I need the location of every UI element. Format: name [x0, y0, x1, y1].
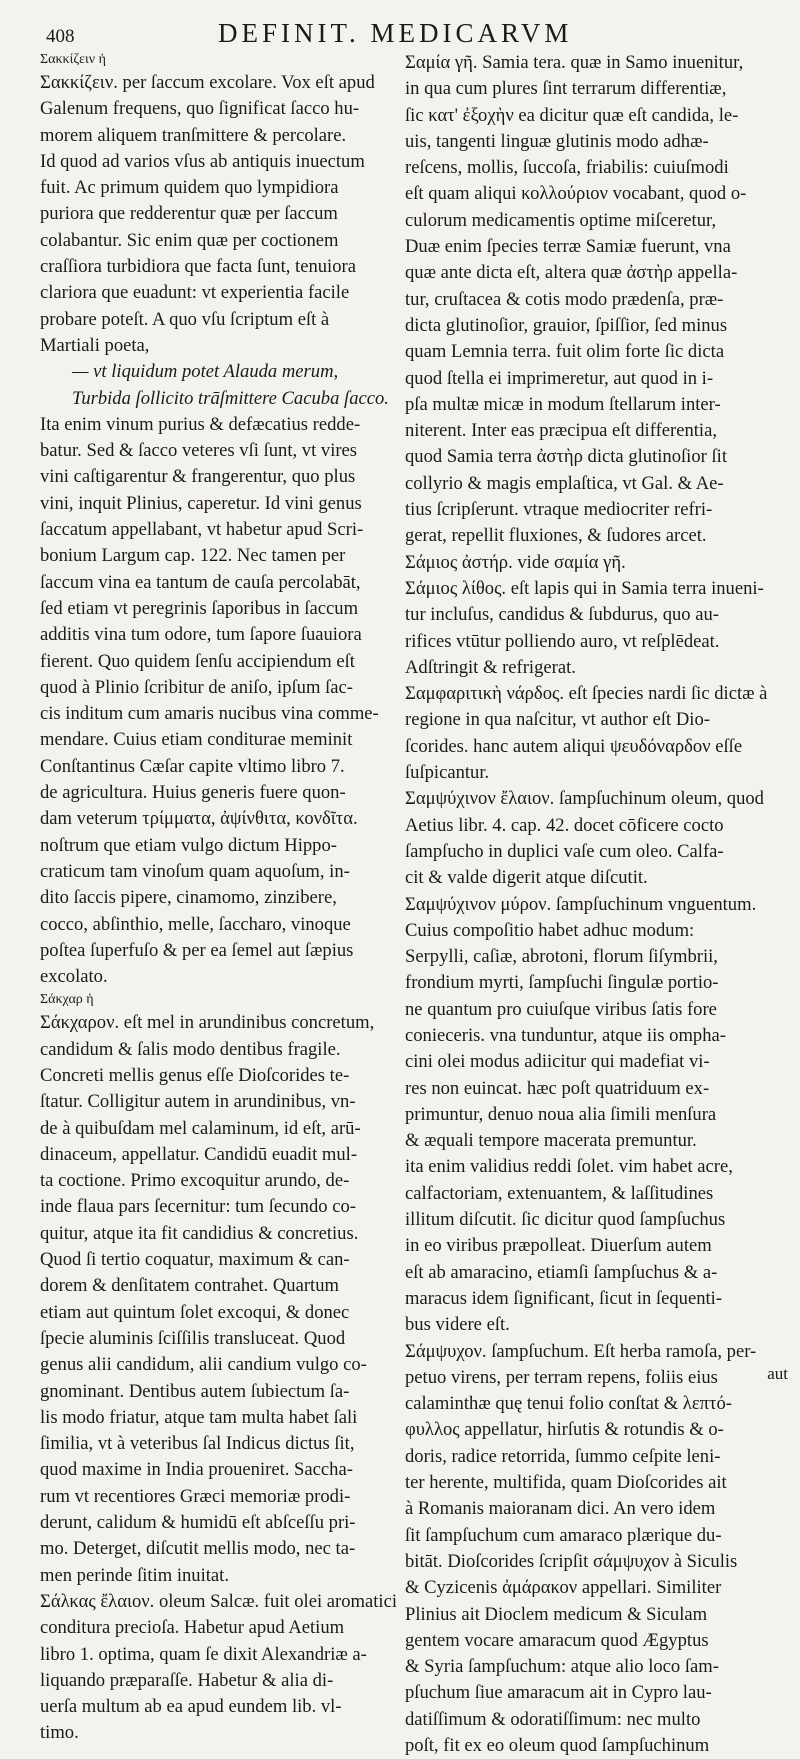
text-line: dorem & denſitatem contrahet. Quartum [40, 1275, 339, 1297]
text-line: bonium Largum cap. 122. Nec tamen per [40, 545, 346, 567]
text-line: excolato. [40, 966, 108, 988]
text-line: Conſtantinus Cæſar capite vltimo libro 7. [40, 755, 345, 777]
text-line: candidum & ſalis modo dentibus fragile. [40, 1038, 341, 1060]
text-line: men perinde ſitim inuitat. [40, 1564, 229, 1586]
text-line: Σάλκας ἔλαιον. oleum Salcæ. fuit olei aromatici [40, 1590, 397, 1612]
text-line: quod maxime in India proueniret. Saccha- [40, 1459, 353, 1481]
text-line: rum vt recentiores Græci memoriæ prodi- [40, 1485, 351, 1507]
text-line: ſaccum vina ea tantum de cauſa percolabāt, [40, 571, 361, 593]
text-line: eſt quam aliqui κολλούριον vocabant, quod o- [405, 183, 747, 205]
text-line: Aetius libr. 4. cap. 42. docet cōficere cocto [405, 814, 724, 836]
text-line: regione in qua naſcitur, vt author eſt Dio- [405, 709, 710, 731]
text-line: pſa multæ micæ in modum ſtellarum inter- [405, 393, 721, 415]
text-line: derunt, calidum & humidū eſt abſceſſu pri- [40, 1512, 356, 1534]
text-line: genus alii candidum, alii candium vulgo co- [40, 1354, 367, 1376]
text-line: tius ſcripſerunt. vtraque mediocriter refri- [405, 499, 713, 521]
text-line: dinaceum, appellatur. Candidū euadit mul- [40, 1143, 358, 1165]
text-line: inde flaua pars ſecernitur: tum ſecundo co- [40, 1196, 356, 1218]
text-line: Concreti mellis genus eſſe Dioſcorides te- [40, 1064, 350, 1086]
text-line: Σαμία γῆ. Samia tera. quæ in Samo inuenitur, [405, 52, 744, 73]
text-line: pſuchum ſiue amaracum ait in Cypro lau- [405, 1682, 712, 1704]
text-line: morem aliquem tranſmittere & percolare. [40, 124, 347, 146]
text-line: niterent. Inter eas præcipua eſt differentia, [405, 420, 717, 442]
text-line: mendare. Cuius etiam conditurae meminit [40, 729, 353, 751]
text-line: bus videre eſt. [405, 1314, 510, 1336]
text-line: conieceris. vna tunduntur, atque iis ompha- [405, 1024, 726, 1046]
text-line: ſimilia, vt à veteribus ſal Indicus dictus ſit, [40, 1433, 355, 1455]
text-line: additis vina tum odore, tum ſapore ſuauiora [40, 624, 362, 646]
text-line: Σάμιος ἀστήρ. vide σαμία γῆ. [405, 551, 626, 573]
text-line: cit & valde digerit atque diſcutit. [405, 867, 648, 889]
text-line: Σακκίζειν. per ſaccum excolare. Vox eſt apud [40, 72, 375, 93]
text-line: ſpecie aluminis ſciſſilis transluceat. Quod [40, 1327, 346, 1349]
text-line: calaminthæ quę tenui folio conſtat & λεπτό- [405, 1393, 732, 1415]
text-line: de agricultura. Huius generis fuere quon- [40, 782, 346, 804]
text-line: & Syria ſampſuchum: atque alio loco ſam- [405, 1656, 719, 1678]
text-line: Id quod ad varios vſus ab antiquis inuectum [40, 150, 365, 172]
text-line: reſcens, mollis, ſuccoſa, friabilis: cuiuſmodi [405, 157, 729, 179]
text-line: conditura precioſa. Habetur apud Aetium [40, 1617, 345, 1639]
text-line: puriora que redderentur quæ per ſaccum [40, 203, 338, 225]
text-line: ſit ſampſuchum cum amaraco plærique du- [405, 1524, 722, 1546]
text-line: Σαμψύχινον μύρον. ſampſuchinum vnguentum. [405, 893, 757, 915]
text-line: Σάκχαρον. eſt mel in arundinibus concretum, [40, 1012, 375, 1034]
text-line: craſſiora turbidiora que facta ſunt, tenuiora [40, 256, 356, 278]
text-line: Σάμιος λίθος. eſt lapis qui in Samia terra inueni- [405, 577, 764, 599]
text-line: res non euincat. hæc poſt quatriduum ex- [405, 1077, 710, 1099]
running-title: DEFINIT. MEDICARVM [218, 18, 573, 48]
text-line: ſed etiam vt peregrinis ſaporibus in ſaccum [40, 597, 359, 619]
text-line: ſcorides. hanc autem aliqui ψευδόναρδον eſſe [405, 735, 743, 757]
text-line: lis modo friatur, atque tam multa habet ſali [40, 1406, 358, 1428]
text-line: libro 1. optima, quam ſe dixit Alexandriæ a- [40, 1643, 367, 1665]
running-head [38, 18, 760, 54]
text-line: & Cyzicenis ἀμάρακον appellari. Similiter [405, 1577, 722, 1599]
text-line: φυλλος appellatur, hirſutis & rotundis & o- [405, 1419, 724, 1441]
right-column [405, 50, 771, 1759]
text-line: uerſa multum ab ea apud eundem lib. vl- [40, 1696, 342, 1718]
text-line: gnominant. Dentibus autem ſubiectum ſa- [40, 1380, 350, 1402]
text-line: cis inditum cum amaris nucibus vina comme- [40, 703, 379, 725]
text-line: poſt, fit ex eo oleum quod ſampſuchinum [405, 1735, 710, 1756]
text-line: maracus idem ſignificant, ſicut in ſequenti- [405, 1287, 723, 1309]
text-line: quod à Plinio ſcribitur de aniſo, ipſum ſac- [40, 676, 353, 698]
text-line: primuntur, denuo noua alia ſimili menſura [405, 1103, 717, 1125]
text-line: craticum tam vinoſum quam aquoſum, in- [40, 860, 350, 882]
text-line: doris, radice retorrida, ſummo ceſpite leni- [405, 1445, 721, 1467]
text-line: timo. [40, 1722, 79, 1744]
text-line: Galenum frequens, quo ſignificat ſacco hu- [40, 98, 360, 120]
text-line: Quod ſi tertio coquatur, maximum & can- [40, 1249, 350, 1271]
text-line: quitur, atque ita fit candidius & concretius. [40, 1222, 359, 1244]
text-line: batur. Sed & ſacco veteres vſi ſunt, vt vires [40, 440, 358, 462]
text-line: Σαμψύχινον ἔλαιον. ſampſuchinum oleum, quod [405, 788, 764, 810]
text-line: probare poteſt. A quo vſu ſcriptum eſt à [40, 308, 330, 330]
text-line: Σακκίζειν ἡ [40, 52, 106, 67]
text-line: tur, cruſtacea & cotis modo prædenſa, præ- [405, 288, 724, 310]
left-column [40, 50, 400, 1747]
text-line: fierent. Quo quidem ſenſu accipiendum eſt [40, 650, 355, 672]
text-line: petuo virens, per terram repens, foliis eius [405, 1366, 718, 1388]
text-line: de à quibuſdam mel calaminum, id eſt, arū- [40, 1117, 361, 1139]
text-line: culorum medicamentis optime miſceretur, [405, 209, 717, 231]
text-line: ſuſpicantur. [405, 762, 490, 784]
text-line: quod ſtella ei imprimeretur, aut quod in i- [405, 367, 714, 389]
text-line: frondium myrti, ſampſuchi ſingulæ portio- [405, 972, 719, 994]
text-line: Turbida ſollicito trāſmittere Cacuba ſacco. [72, 387, 389, 409]
text-line: Duæ enim ſpecies terræ Samiæ fuerunt, vna [405, 236, 731, 258]
text-line: Martiali poeta, [40, 334, 150, 356]
text-line: Serpylli, caſiæ, abrotoni, florum ſiſymbrii, [405, 946, 718, 968]
text-line: eſt ab amaracino, etiamſi ſampſuchus & a- [405, 1261, 718, 1283]
text-line: ſampſucho in duplici vaſe cum oleo. Calfa- [405, 840, 724, 862]
text-line: mo. Deterget, diſcutit mellis modo, nec ta- [40, 1538, 356, 1560]
text-line: ta coctione. Primo excoquitur arundo, de- [40, 1170, 350, 1192]
text-line: cocco, abſinthio, melle, ſaccharo, vinoque [40, 913, 351, 935]
text-line: Adſtringit & refrigerat. [405, 656, 576, 678]
text-line: rifices vtūtur polliendo auro, vt reſplēdeat. [405, 630, 720, 652]
text-line: ſtatur. Colligitur autem in arundinibus, vn- [40, 1091, 356, 1113]
text-line: calfactoriam, extenuantem, & laſſitudines [405, 1182, 714, 1204]
text-line: quam Lemnia terra. fuit olim forte ſic dicta [405, 341, 725, 363]
text-line: bitāt. Dioſcorides ſcripſit σάμψυχον à Siculis [405, 1550, 738, 1572]
text-line: à Romanis maioranam dici. An vero idem [405, 1498, 716, 1520]
text-line: colabantur. Sic enim quæ per coctionem [40, 229, 339, 251]
text-line: gentem vocare amaracum quod Ægyptus [405, 1629, 709, 1651]
text-line: dam veterum τρίμματα, ἀψίνθιτα, κονδῖτα. [40, 808, 358, 830]
text-line: clariora que euadunt: vt experientia facile [40, 282, 350, 304]
text-line: ſaccatum appellabant, vt habetur apud Scri- [40, 519, 364, 541]
text-line: Cuius compoſitio habet adhuc modum: [405, 919, 695, 941]
text-line: quod Samia terra ἀστὴρ dicta glutinoſior ſit [405, 446, 727, 468]
text-line: fuit. Ac primum quidem quo lympidiora [40, 177, 339, 199]
text-line: dito ſaccis pipere, cinamomo, zinzibere, [40, 887, 337, 909]
text-line: — vt liquidum potet Alauda merum, [72, 361, 339, 383]
text-line: Σάμψυχον. ſampſuchum. Eſt herba ramoſa, per- [405, 1340, 757, 1362]
text-line: vini, inquit Plinius, caperetur. Id vini genus [40, 492, 362, 514]
text-line: dicta glutinoſior, grauior, ſpiſſior, ſed minus [405, 314, 728, 336]
text-line: datiſſimum & odoratiſſimum: nec multo [405, 1708, 701, 1730]
text-line: uis, tangenti linguæ glutinis modo adhæ- [405, 130, 709, 152]
text-line: & æquali tempore macerata premuntur. [405, 1130, 697, 1152]
text-line: quæ ante dicta eſt, altera quæ ἀστὴρ appella- [405, 262, 738, 284]
text-line: vini caſtigarentur & frangerentur, quo plus [40, 466, 356, 488]
text-line: in eo viribus præpolleat. Diuerſum autem [405, 1235, 712, 1257]
text-line: poſtea ſuperfuſo & per ea ſemel aut ſæpius [40, 939, 354, 961]
text-line: ſic κατ' ἐξοχὴν ea dicitur quæ eſt candida, le- [405, 104, 739, 126]
text-line: noſtrum que etiam vulgo dictum Hippo- [40, 834, 337, 856]
catchword: aut [767, 1364, 788, 1383]
text-line: Σαμφαριτικὴ νάρδος. eſt ſpecies nardi ſic dictæ à [405, 683, 768, 705]
text-line: ne quantum pro cuiuſque viribus ſatis fore [405, 998, 717, 1020]
text-line: in qua cum plures ſint terrarum differentiæ, [405, 78, 727, 100]
text-line: Plinius ait Dioclem medicum & Siculam [405, 1603, 708, 1625]
text-line: Ita enim vinum purius & defæcatius redde- [40, 413, 361, 435]
text-line: collyrio & magis emplaſtica, vt Gal. & Ae- [405, 472, 724, 494]
page-number: 408 [46, 26, 75, 47]
text-line: gerat, repellit fluxiones, & ſudores arcet. [405, 525, 707, 547]
text-line: ita enim validius reddi ſolet. vim habet acre, [405, 1156, 733, 1178]
text-line: cini olei modus adiicitur qui madefiat vi- [405, 1051, 710, 1073]
text-line: etiam aut quintum ſolet excoqui, & donec [40, 1301, 350, 1323]
text-line: tur incluſus, candidus & ſubdurus, quo au- [405, 604, 719, 626]
text-line: liquando præparaſſe. Habetur & alia di- [40, 1669, 334, 1691]
text-line: illitum diſcutit. ſic dicitur quod ſampſuchus [405, 1209, 726, 1231]
text-line: ter herente, multifida, quam Dioſcorides ait [405, 1472, 727, 1494]
text-line: Σάκχαρ ἡ [40, 992, 94, 1008]
